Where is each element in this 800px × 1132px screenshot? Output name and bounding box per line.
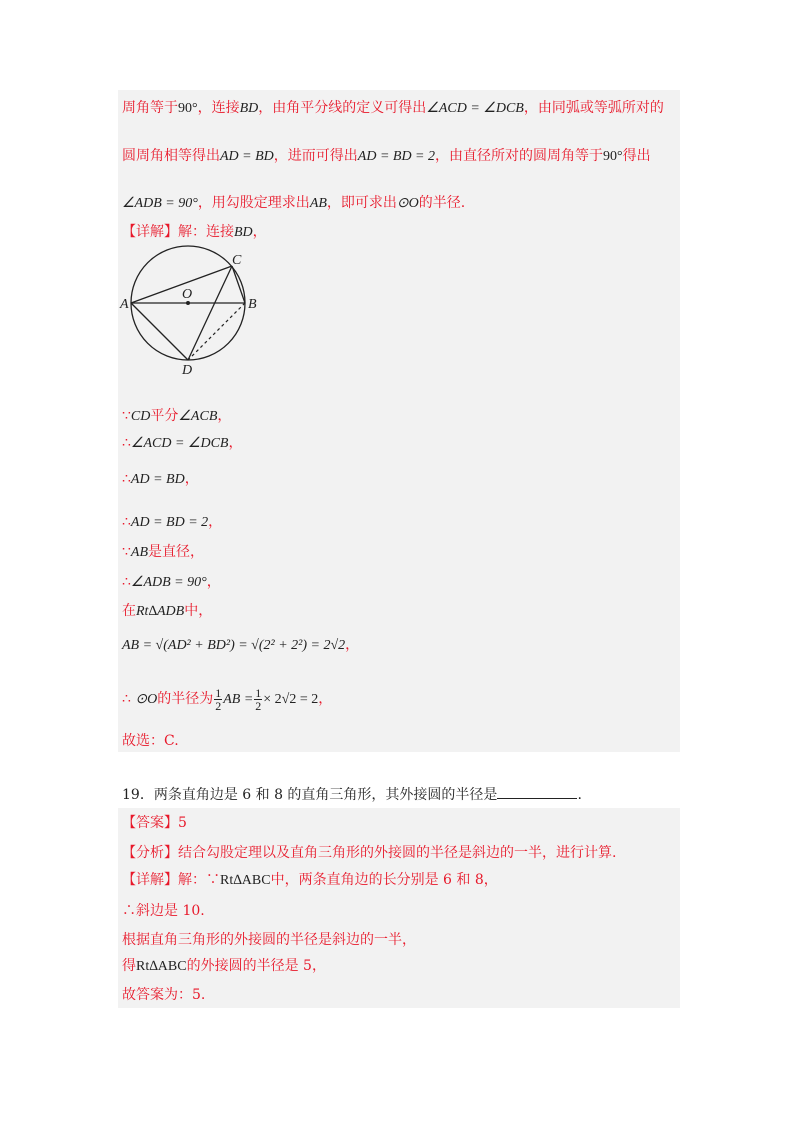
q18-analysis-line-1: 周角等于90°，连接BD，由角平分线的定义可得出∠ACD = ∠DCB，由同弧或等弧所对的 xyxy=(122,100,664,116)
chord-ad xyxy=(131,303,188,360)
q19-answer: 【答案】5 xyxy=(122,815,187,831)
label-o: O xyxy=(182,287,193,302)
label-d: D xyxy=(182,363,193,378)
q19-conclusion: 故答案为：5. xyxy=(122,987,206,1003)
q19-detail-3: 根据直角三角形的外接圆的半径是斜边的一半， xyxy=(122,932,416,948)
chord-cb xyxy=(232,266,245,303)
fraction-one-half: $\frac{1}{2}$ xyxy=(215,685,222,713)
q18-analysis-line-3: ∠ADB = 90°，用勾股定理求出AB，即可求出⊙O的半径. xyxy=(122,195,466,211)
q19-detail-2: ∴斜边是 10. xyxy=(122,903,205,919)
q18-conclusion: 故选：C. xyxy=(122,733,179,749)
q19-detail-1: 【详解】解：∵Rt∆ABC中，两条直角边的长分别是 6 和 8， xyxy=(122,872,498,888)
q18-step-1: ∵CD平分∠ACB， xyxy=(122,408,232,424)
q18-step-7: 在Rt∆ADB中， xyxy=(122,603,213,619)
answer-blank xyxy=(497,784,577,799)
q19-analysis: 【分析】结合勾股定理以及直角三角形的外接圆的半径是斜边的一半，进行计算. xyxy=(122,845,617,861)
q18-step-3: ∴AD = BD， xyxy=(122,471,199,487)
label-a: A xyxy=(120,297,129,312)
q18-step-2: ∴∠ACD = ∠DCB， xyxy=(122,435,243,451)
q18-step-4: ∴AD = BD = 2， xyxy=(122,514,223,530)
q18-step-6: ∴∠ADB = 90°， xyxy=(122,574,221,590)
q18-step-8: AB = √(AD² + BD²) = √(2² + 2²) = 2√2， xyxy=(122,637,360,653)
label-c: C xyxy=(232,253,242,268)
label-b: B xyxy=(248,297,257,312)
q19-detail-4: 得Rt∆ABC的外接圆的半径是 5， xyxy=(122,958,326,974)
q18-step-5: ∵AB是直径， xyxy=(122,544,205,560)
circle-geometry-figure xyxy=(118,242,268,382)
q18-detail-header: 【详解】解：连接BD， xyxy=(122,224,267,240)
q19-question: 19．两条直角边是 6 和 8 的直角三角形，其外接圆的半径是 . xyxy=(122,784,582,805)
fraction-one-half-2: $\frac{1}{2}$ xyxy=(255,685,262,713)
dashed-bd xyxy=(188,303,245,360)
q18-analysis-line-2: 圆周角相等得出AD = BD，进而可得出AD = BD = 2，由直径所对的圆周角等于90°得出 xyxy=(122,148,651,164)
q18-step-9: ∴ ⊙O的半径为 $\frac{1}{2}$ AB = $\frac{1}{2}$ × 2√2 = 2， xyxy=(122,685,333,713)
